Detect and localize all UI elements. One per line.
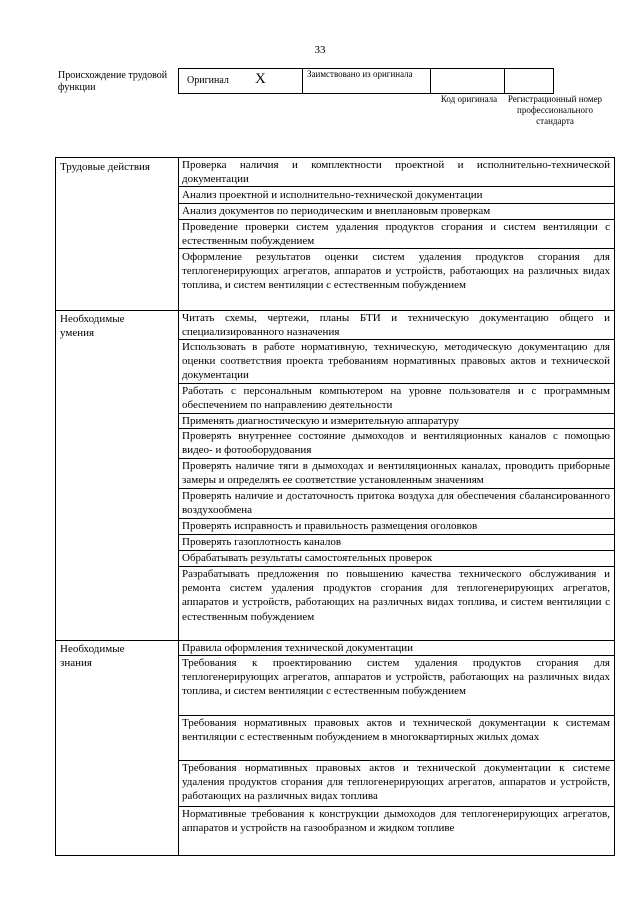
table-row: Анализ документов по периодическим и внеплановым проверкам	[182, 205, 491, 217]
table-row: Правила оформления технической документации	[182, 642, 414, 654]
table-row: Читать схемы, чертежи, планы БТИ и техническую документацию общего и специализированного назначения	[182, 312, 610, 339]
table-border-right	[614, 157, 615, 855]
table-row: Проверять внутреннее состояние дымоходов и вентиляционных каналов с помощью видео- и фотооборудования	[182, 430, 610, 457]
reg-number-label: Регистрационный номер профессионального стандарта	[507, 94, 603, 126]
section-title-skills: Необходимые умения	[60, 313, 125, 339]
table-divider	[178, 157, 179, 855]
table-row: Применять диагностическую и измерительную аппаратуру	[182, 415, 460, 427]
original-cell	[179, 69, 303, 93]
borrowed-cell	[303, 69, 431, 93]
table-row: Работать с персональным компьютером на уровне пользователя и с программным обеспечением по направлению деятельности	[182, 385, 610, 412]
original-label: Оригинал	[187, 75, 229, 86]
page-number: 33	[314, 44, 326, 56]
origin-label: Происхождение трудовой функции	[58, 70, 168, 93]
table-row: Проверка наличия и комплектности проектной и исполнительно-технической документации	[182, 159, 610, 186]
table-row: Обрабатывать результаты самостоятельных проверок	[182, 552, 433, 564]
borrowed-label: Заимствовано из оригинала	[307, 69, 413, 79]
table-row: Нормативные требования к конструкции дымоходов для теплогенерирующих агрегатов, аппаратов и устройств на газообразном и жидком топливе	[182, 808, 610, 835]
origin-table	[178, 68, 554, 94]
table-row: Требования к проектированию систем удаления продуктов сгорания для теплогенерирующих агрегатов, аппаратов и устройств, работающих на различных видах топлива, и систем вентиляции с естественным побуждением	[182, 657, 610, 698]
table-border-left	[55, 157, 56, 855]
code-cell	[431, 69, 505, 93]
table-row: Требования нормативных правовых актов и технической документации к системе удаления продуктов сгорания для теплогенерирующих агрегатов, аппаратов и устройств, работающих на различных видах топлива	[182, 762, 610, 803]
table-row: Проведение проверки систем удаления продуктов сгорания и систем вентиляции с естественным побуждением	[182, 221, 610, 248]
section-title-actions: Трудовые действия	[60, 161, 150, 173]
table-row: Требования нормативных правовых актов и технической документации к системам вентиляции с естественным побуждением в многоквартирных жилых домах	[182, 717, 610, 744]
table-row: Проверять газоплотность каналов	[182, 536, 342, 548]
table-border-bottom	[55, 855, 615, 856]
table-row: Проверять исправность и правильность размещения оголовков	[182, 520, 478, 532]
table-row: Проверять наличие и достаточность притока воздуха для обеспечения сбалансированного воздухообмена	[182, 490, 610, 517]
section-title-knowledge: Необходимые знания	[60, 643, 125, 669]
table-row: Анализ проектной и исполнительно-технической документации	[182, 189, 483, 201]
table-row: Проверять наличие тяги в дымоходах и вентиляционных каналах, проводить приборные замеры и определять ее соответствие установленным значениям	[182, 460, 610, 487]
original-mark: X	[255, 71, 266, 87]
table-row: Использовать в работе нормативную, техническую, методическую документацию для оценки соответствия проекта требованиям нормативных правовых актов и технической документации	[182, 341, 610, 382]
code-label: Код оригинала	[440, 94, 498, 104]
table-row: Оформление результатов оценки систем удаления продуктов сгорания для теплогенерирующих агрегатов, аппаратов и устройств, работающих на различных видах топлива, и систем вентиляции с естественным побуждением	[182, 251, 610, 292]
table-row: Разрабатывать предложения по повышению качества технического обслуживания и ремонта систем удаления продуктов сгорания для теплогенерирующих агрегатов, аппаратов и устройств, работающих на различных видах топлива, и систем вентиляции с естественным побуждением	[182, 568, 610, 623]
